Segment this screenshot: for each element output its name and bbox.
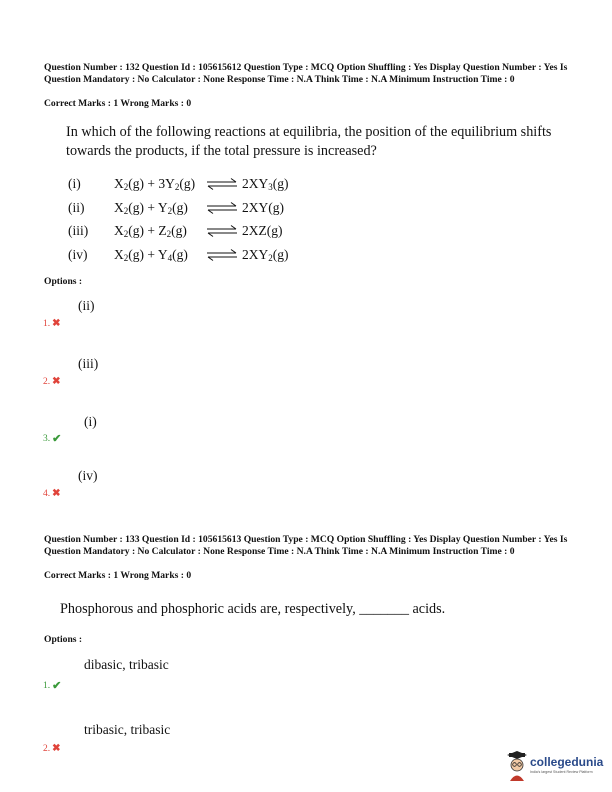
subscript: 2 [123,253,129,263]
q133-option-2-text: tribasic, tribasic [84,722,171,737]
question-133-options-label: Options : [44,634,83,645]
reaction-reactants: $X_2(g) + Y_2(g)$ [114,200,188,216]
reaction-reactants: $X_2(g) + 3Y_2(g)$ [114,176,196,192]
option-number: 4. [43,488,51,499]
question-132-text: In which of the following reactions at equilibria, the position of the equilibrium shifts towards the products, if the total pressure is increased? [66,124,552,159]
reaction-products: 2XY(g) [242,200,284,215]
wrong-icon: ✖ [52,376,61,387]
option-number: 3. [43,433,51,444]
option-number: 2. [43,376,51,387]
question-132-meta: Question Number : 132 Question Id : 105615612 Question Type : MCQ Option Shuffling : Yes Display Question Number : Yes Is Question Mandatory : No Calculator : None Response Time : N.A Think Time : N.A Minimum Instruction Time : 0 [44,62,568,85]
subscript: 2 [166,229,172,239]
question-133-marks: Correct Marks : 1 Wrong Marks : 0 [44,570,192,581]
reaction-number: (ii) [68,200,85,215]
question-133-text: Phosphorous and phosphoric acids are, respectively, _______ acids. [60,601,446,617]
option-2-text: (iii) [78,356,99,371]
reaction-reactants: $X_2(g) + Z_2(g)$ [114,223,187,239]
subscript: 4 [167,253,173,263]
option-number: 1. [43,318,51,329]
equilibrium-arrow-icon [206,249,238,261]
wrong-icon: ✖ [52,318,61,329]
subscript: 2 [268,253,273,263]
option-3-marker[interactable] [43,432,61,445]
question-132-marks: Correct Marks : 1 Wrong Marks : 0 [44,98,192,109]
brand-tagline: India's largest Student Review Platform [530,770,593,774]
equilibrium-arrow-icon [206,178,238,190]
q133-option-1-text: dibasic, tribasic [84,657,169,672]
subscript: 2 [174,182,180,192]
reaction-number: (iii) [68,223,89,238]
option-4-marker[interactable] [43,488,61,499]
equilibrium-arrow-icon [206,225,238,237]
subscript: 2 [167,206,173,216]
reaction-products: $2XY_2(g)$ [242,247,289,263]
option-3-text: (i) [84,414,97,429]
option-number: 1. [43,680,51,691]
wrong-icon: ✖ [52,488,61,499]
option-2-marker[interactable] [43,376,61,387]
subscript: 3 [268,182,273,192]
reaction-products: 2XZ(g) [242,223,283,238]
option-1-text: (ii) [78,298,95,313]
q133-option-1-marker[interactable] [43,679,61,692]
equilibrium-arrow-icon [206,202,238,214]
wrong-icon: ✖ [52,743,61,754]
reaction-products: $2XY_3(g)$ [242,176,289,192]
question-132-options-label: Options : [44,276,83,287]
reaction-number: (i) [68,176,81,191]
subscript: 2 [123,182,129,192]
option-4-text: (iv) [78,468,98,483]
correct-check-icon: ✔ [52,680,62,692]
question-133-meta: Question Number : 133 Question Id : 105615613 Question Type : MCQ Option Shuffling : Yes Display Question Number : Yes Is Question Mandatory : No Calculator : None Response Time : N.A Think Time : N.A Minimum Instruction Time : 0 [44,534,568,557]
reaction-reactants: $X_2(g) + Y_4(g)$ [114,247,188,263]
brand-name: collegedunia [530,755,604,769]
student-mascot-icon [506,751,528,781]
correct-check-icon: ✔ [52,433,62,445]
collegedunia-logo [506,749,610,783]
reaction-number: (iv) [68,247,88,262]
subscript: 2 [123,206,129,216]
option-1-marker[interactable] [43,318,61,329]
option-number: 2. [43,743,51,754]
subscript: 2 [123,229,129,239]
q133-option-2-marker[interactable] [43,743,61,754]
